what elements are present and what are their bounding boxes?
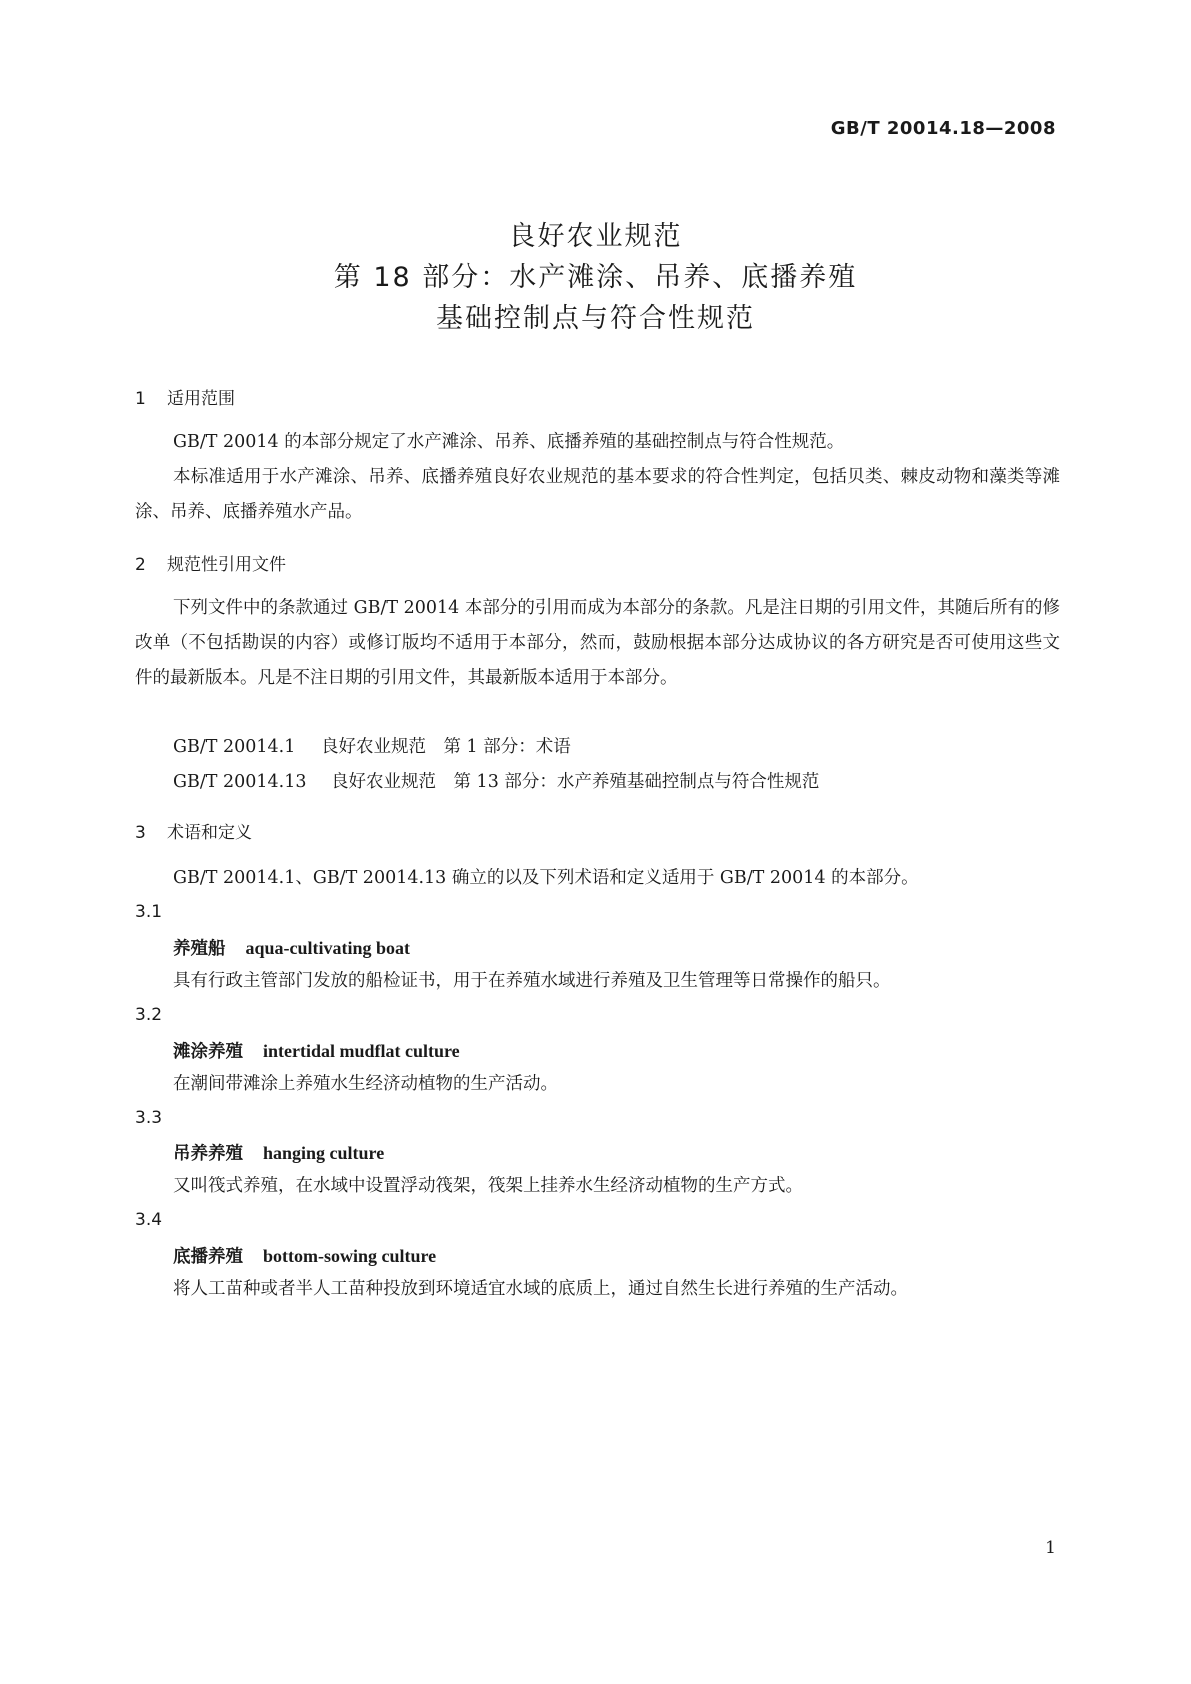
term-definition: 具有行政主管部门发放的船检证书，用于在养殖水域进行养殖及卫生管理等日常操作的船只。: [173, 971, 891, 991]
term-definition: 将人工苗种或者半人工苗种投放到环境适宜水域的底质上，通过自然生长进行养殖的生产活动。: [173, 1279, 908, 1299]
term-en: intertidal mudflat culture: [263, 1041, 460, 1061]
section-title: 规范性引用文件: [167, 555, 286, 575]
section-1-para-2: 本标准适用于水产滩涂、吊养、底播养殖良好农业规范的基本要求的符合性判定，包括贝类、棘皮动物和藻类等滩涂、吊养、底播养殖水产品。: [135, 467, 1060, 522]
section-1-para-1: GB/T 20014 的本部分规定了水产滩涂、吊养、底播养殖的基础控制点与符合性规范。: [173, 432, 845, 452]
term-en: aqua-cultivating boat: [245, 938, 411, 958]
term-zh: 养殖船: [173, 939, 226, 959]
title-line-2: 第 18 部分：水产滩涂、吊养、底播养殖: [333, 262, 858, 293]
term-en: bottom-sowing culture: [263, 1246, 437, 1266]
term-zh: 底播养殖: [173, 1247, 243, 1267]
section-number: 3: [135, 823, 146, 843]
term-zh: 吊养养殖: [173, 1144, 243, 1164]
term-en: hanging culture: [263, 1143, 385, 1163]
reference-title: 良好农业规范 第 1 部分：术语: [321, 737, 571, 757]
title-line-1: 良好农业规范: [508, 221, 683, 252]
section-number: 1: [135, 389, 146, 409]
section-2-para-1: 下列文件中的条款通过 GB/T 20014 本部分的引用而成为本部分的条款。凡是注日期的引用文件，其随后所有的修改单（不包括勘误的内容）或修订版均不适用于本部分，然而，鼓励根据本部分达成协议的各方研究是否可使用这些文件的最新版本。凡是不注日期的引用文件，其最新版本适用于本部分。: [135, 598, 1060, 688]
term-definition: 在潮间带滩涂上养殖水生经济动植物的生产活动。: [173, 1074, 558, 1094]
section-title: 术语和定义: [167, 823, 252, 843]
term-heading: [173, 935, 410, 960]
term-zh: 滩涂养殖: [173, 1042, 243, 1062]
section-1-heading: [135, 384, 235, 409]
section-3-heading: [135, 818, 252, 843]
reference-code: GB/T 20014.13: [173, 772, 307, 792]
section-3-intro: GB/T 20014.1、GB/T 20014.13 确立的以及下列术语和定义适用于 GB/T 20014 的本部分。: [173, 868, 919, 888]
title-line-3: 基础控制点与符合性规范: [436, 303, 755, 334]
term-heading: [173, 1140, 384, 1165]
standard-code: GB/T 20014.18—2008: [830, 118, 1056, 139]
term-number: 3.4: [135, 1210, 163, 1230]
section-2-heading: [135, 550, 286, 575]
term-heading: [173, 1038, 460, 1063]
term-heading: [173, 1243, 436, 1268]
section-title: 适用范围: [167, 389, 235, 409]
reference-title: 良好农业规范 第 13 部分：水产养殖基础控制点与符合性规范: [331, 772, 820, 792]
term-number: 3.3: [135, 1108, 163, 1128]
term-number: 3.2: [135, 1005, 163, 1025]
section-number: 2: [135, 555, 146, 575]
page-number: 1: [1045, 1538, 1056, 1558]
reference-item: [173, 733, 571, 758]
term-number: 3.1: [135, 902, 163, 922]
term-definition: 又叫筏式养殖，在水域中设置浮动筏架，筏架上挂养水生经济动植物的生产方式。: [173, 1176, 803, 1196]
reference-code: GB/T 20014.1: [173, 737, 296, 757]
reference-item: [173, 768, 819, 793]
